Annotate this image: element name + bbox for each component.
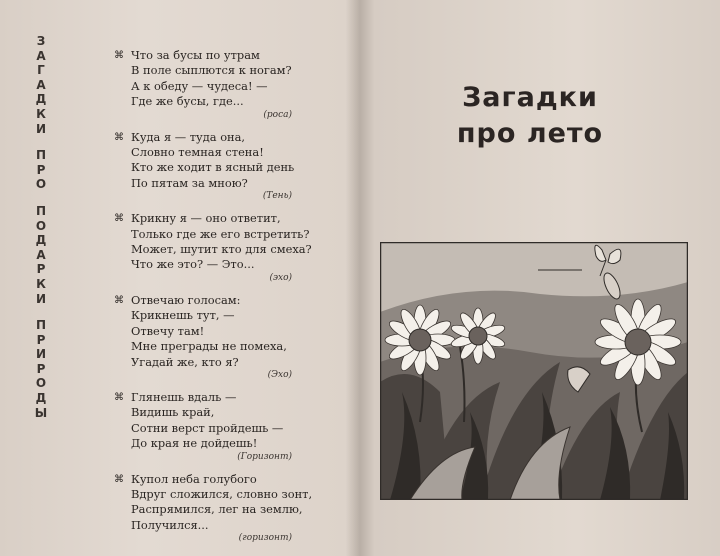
command-bullet-icon: ⌘ (114, 50, 124, 61)
riddle-line: Вдруг сложился, словно зонт, (131, 486, 313, 501)
riddle-line: Глянешь вдаль — (131, 389, 237, 404)
riddle-line: Купол неба голубого (131, 471, 257, 486)
running-head-letter: А (36, 247, 46, 262)
riddle-line: Может, шутит кто для смеха? (131, 242, 312, 257)
riddle (114, 130, 294, 204)
riddle-line: Что за бусы по утрам (131, 48, 260, 62)
running-head (34, 34, 48, 420)
running-head-letter: Р (36, 262, 46, 277)
riddle (114, 390, 294, 464)
riddle (114, 471, 313, 546)
riddle-line: Кто же ходит в ясный день (131, 160, 295, 175)
running-head-letter: А (36, 77, 46, 92)
command-bullet-icon: ⌘ (114, 131, 124, 143)
command-bullet-icon: ⌘ (114, 294, 124, 306)
riddle-line: Крикну я — оно ответит, (131, 211, 281, 226)
riddle-answer: (Эхо) (267, 369, 292, 380)
riddle-list (114, 48, 313, 553)
chapter-title (360, 80, 700, 152)
running-head-letter: Д (35, 92, 47, 107)
running-head-letter: П (35, 148, 47, 163)
riddle-line: Получился... (131, 517, 209, 532)
running-head-letter: Р (36, 332, 46, 347)
riddle-answer: (горизонт) (238, 533, 292, 544)
riddle-line: Крикнешь тут, — (131, 308, 235, 323)
chapter-title-line-1: Загадки (462, 82, 598, 113)
riddle-line: Только где же его встретить? (131, 226, 310, 241)
riddle-line: Видишь край, (131, 405, 215, 420)
riddle-line: До края не дойдешь! (131, 436, 258, 451)
chapter-title-line-2: про лето (456, 118, 604, 149)
command-bullet-icon: ⌘ (114, 473, 124, 485)
running-head-letter: А (36, 48, 46, 63)
meadow-illustration (380, 242, 688, 500)
riddle-line: В поле сыплются к ногам? (131, 63, 292, 78)
riddle-line: По пятам за мною? (131, 175, 248, 190)
running-head-letter: Р (36, 162, 46, 177)
running-head-letter: Р (36, 361, 46, 376)
riddle-line: Что же это? — Это... (131, 257, 255, 272)
riddle-line: Словно темная стена! (131, 145, 264, 160)
running-head-letter: Г (37, 63, 45, 78)
riddle-line: Мне преграды не помеха, (131, 339, 287, 354)
running-head-letter: Д (35, 391, 47, 406)
running-head-letter: О (35, 218, 47, 233)
riddle-line: Сотни верст пройдешь — (131, 420, 284, 435)
riddle-answer: (Горизонт) (237, 451, 292, 462)
running-head-letter: З (36, 34, 46, 48)
running-head-letter: И (35, 291, 47, 306)
riddle-line: Отвечаю голосам: (131, 292, 241, 307)
running-head-letter: П (35, 318, 47, 333)
running-head-letter: О (35, 177, 47, 192)
running-head-letter: К (36, 276, 46, 291)
riddle-line: Куда я — туда она, (131, 129, 246, 144)
running-head-letter: И (35, 121, 47, 136)
riddle-line: А к обеду — чудеса! — (131, 78, 268, 93)
riddle-line: Распрямился, лег на землю, (131, 502, 303, 517)
riddle-line: Отвечу там! (131, 323, 205, 338)
running-head-letter: К (36, 106, 46, 121)
running-head-letter: П (35, 203, 47, 218)
running-head-letter: Д (35, 233, 47, 248)
riddle (114, 48, 294, 122)
command-bullet-icon: ⌘ (114, 391, 124, 403)
running-head-letter: Ы (34, 405, 48, 420)
riddle-answer: (эхо) (269, 272, 292, 283)
riddle-line: Где же бусы, где... (131, 94, 244, 109)
riddle (114, 211, 312, 285)
right-page (360, 0, 720, 556)
riddle-answer: (роса) (263, 109, 292, 120)
riddle (114, 293, 294, 382)
command-bullet-icon: ⌘ (114, 213, 124, 225)
running-head-letter: О (35, 376, 47, 391)
riddle-answer: (Тень) (262, 191, 292, 202)
riddle-line: Угадай же, кто я? (131, 354, 239, 369)
running-head-letter: И (35, 347, 47, 362)
